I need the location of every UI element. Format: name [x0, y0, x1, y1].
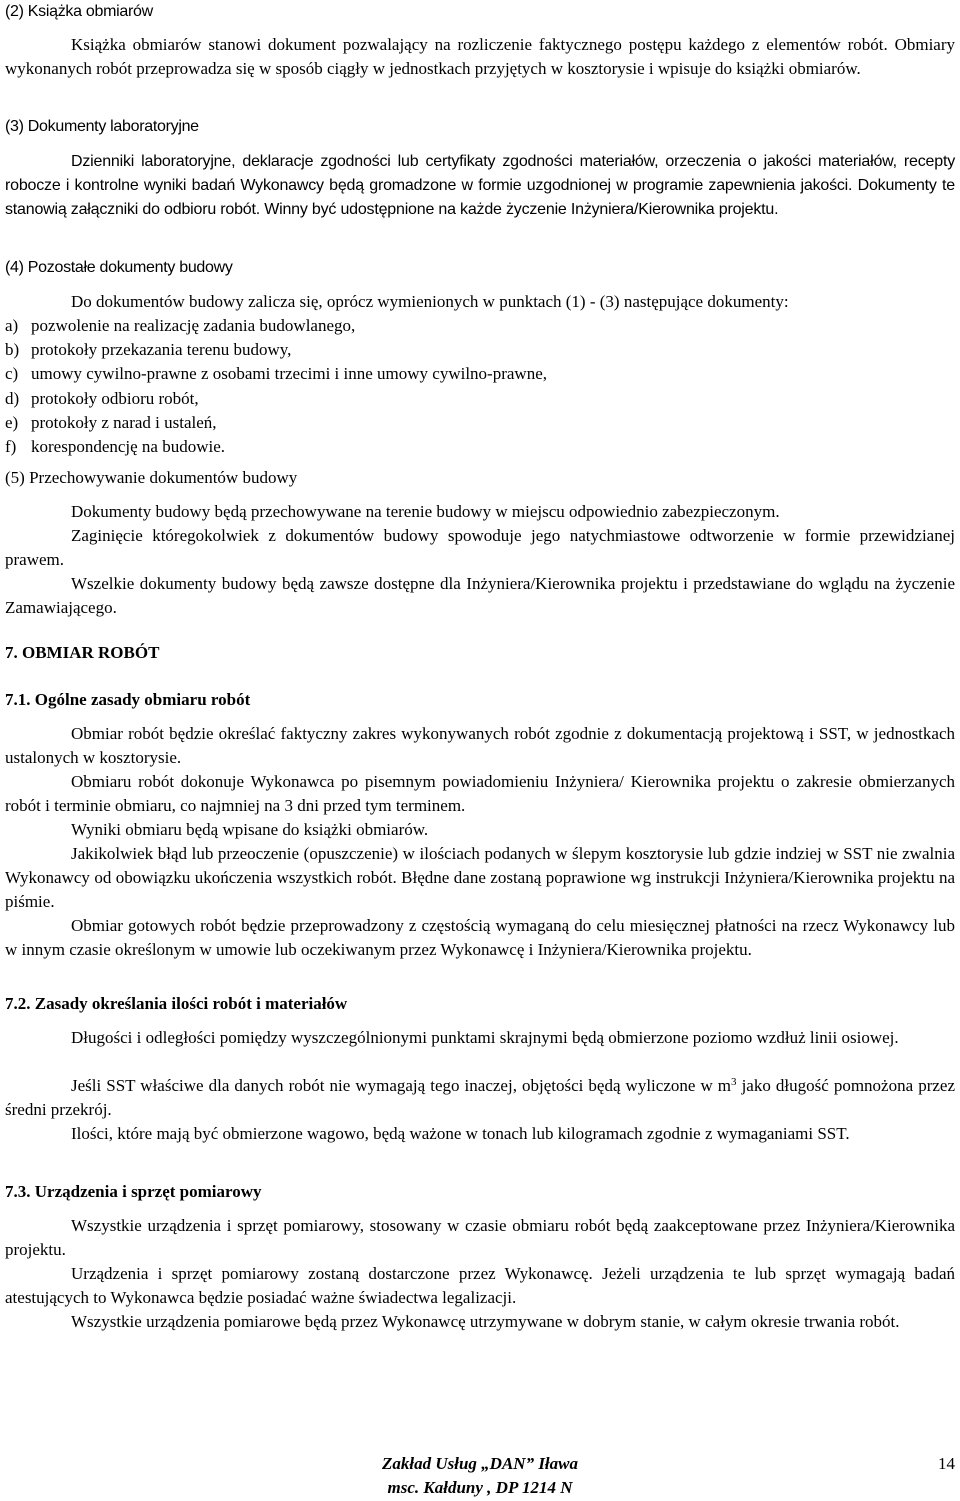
list-item: a) pozwolenie na realizację zadania budowlanego,	[5, 316, 356, 335]
section-heading-2: (2) Książka obmiarów	[5, 3, 153, 20]
section-heading-7-1: 7.1. Ogólne zasady obmiaru robót	[5, 690, 251, 709]
list-item: c) umowy cywilno-prawne z osobami trzecimi i inne umowy cywilno-prawne,	[5, 364, 548, 384]
footer-address: msc. Kałduny , DP 1214 N	[387, 1478, 573, 1497]
section-5-paragraph-1: Dokumenty budowy będą przechowywane na terenie budowy w miejscu odpowiednio zabezpieczonym.	[71, 502, 780, 521]
section-5-paragraph-3: Wszelkie dokumenty budowy będą zawsze dostępne dla Inżyniera/Kierownika projektu i przedstawiane do wglądu na życzenie Zamawiającego.	[5, 574, 955, 618]
section-7-1-paragraph-4: Jakikolwiek błąd lub przeoczenie (opuszczenie) w ilościach podanych w ślepym kosztorysie lub gdzie indziej w SST nie zwalnia Wykonawcy od obowiązku ukończenia wszystkich robót. Błędne dane zostaną poprawione wg instrukcji Inżyniera/Kierownika projektu na piśmie.	[5, 844, 955, 912]
section-heading-3: (3) Dokumenty laboratoryjne	[5, 118, 199, 135]
footer-company-name: Zakład Usług „DAN” Iława	[382, 1454, 578, 1473]
section-heading-5: (5) Przechowywanie dokumentów budowy	[5, 468, 298, 487]
list-item: b) protokoły przekazania terenu budowy,	[5, 340, 292, 360]
section-7-1-paragraph-2: Obmiaru robót dokonuje Wykonawca po pisemnym powiadomieniu Inżyniera/ Kierownika projektu o zakresie obmierzanych robót i terminie obmiaru, co najmniej na 3 dni przed tym terminem.	[5, 772, 955, 816]
list-item: d) protokoły odbioru robót,	[5, 388, 199, 408]
section-7-2-paragraph-1: Długości i odległości pomiędzy wyszczególnionymi punktami skrajnymi będą obmierzone poziomo wzdłuż linii osiowej.	[71, 1028, 899, 1047]
documents-list	[5, 314, 955, 459]
section-7-3-paragraph-2: Urządzenia i sprzęt pomiarowy zostaną dostarczone przez Wykonawcę. Jeżeli urządzenia te lub sprzęt wymagają badań atestujących to Wykonawca będzie posiadać ważne świadectwa legalizacji.	[5, 1264, 955, 1308]
section-heading-4: (4) Pozostałe dokumenty budowy	[5, 259, 233, 276]
section-3-paragraph: Dzienniki laboratoryjne, deklaracje zgodności lub certyfikaty zgodności materiałów, orzeczenia o jakości materiałów, recepty robocze i kontrolne wyniki badań Wykonawcy będą gromadzone w formie uzgodnionej w programie zapewnienia jakości. Dokumenty te stanowią załączniki do odbioru robót. Winny być udostępnione na każde życzenie Inżyniera/Kierownika projektu.	[5, 153, 955, 219]
page-number: 14	[938, 1454, 955, 1473]
section-7-1-paragraph-3: Wyniki obmiaru będą wpisane do książki obmiarów.	[71, 820, 429, 839]
section-4-intro: Do dokumentów budowy zalicza się, oprócz wymienionych w punktach (1) - (3) następujące dokumenty:	[71, 292, 789, 311]
section-7-1-paragraph-1: Obmiar robót będzie określać faktyczny zakres wykonywanych robót zgodnie z dokumentacją projektową i SST, w jednostkach ustalonych w kosztorysie.	[5, 724, 955, 768]
section-7-1-paragraph-5: Obmiar gotowych robót będzie przeprowadzony z częstością wymaganą do celu miesięcznej płatności na rzecz Wykonawcy lub w innym czasie określonym w umowie lub oczekiwanym przez Wykonawcę i Inżyniera/Kierownika projektu.	[5, 916, 955, 960]
section-7-2-paragraph-3: Ilości, które mają być obmierzone wagowo, będą ważone w tonach lub kilogramach zgodnie z wymaganiami SST.	[71, 1124, 850, 1143]
section-heading-7-3: 7.3. Urządzenia i sprzęt pomiarowy	[5, 1182, 262, 1201]
section-2-paragraph: Książka obmiarów stanowi dokument pozwalający na rozliczenie faktycznego postępu każdego z elementów robót. Obmiary wykonanych robót przeprowadza się w sposób ciągły w jednostkach przyjętych w kosztorysie i wpisuje do książki obmiarów.	[5, 35, 955, 79]
list-item: e) protokoły z narad i ustaleń,	[5, 412, 217, 432]
chapter-heading-7: 7. OBMIAR ROBÓT	[5, 643, 160, 662]
section-7-3-paragraph-1: Wszystkie urządzenia i sprzęt pomiarowy, stosowany w czasie obmiaru robót będą zaakceptowane przez Inżyniera/Kierownika projektu.	[5, 1216, 955, 1260]
section-5-paragraph-2: Zaginięcie któregokolwiek z dokumentów budowy spowoduje jego natychmiastowe odtworzenie w formie przewidzianej prawem.	[5, 526, 955, 570]
list-item: f) korespondencję na budowie.	[5, 437, 226, 457]
section-7-3-paragraph-3: Wszystkie urządzenia pomiarowe będą przez Wykonawcę utrzymywane w dobrym stanie, w całym okresie trwania robót.	[71, 1312, 900, 1331]
section-heading-7-2: 7.2. Zasady określania ilości robót i materiałów	[5, 994, 348, 1013]
section-7-2-paragraph-2: Jeśli SST właściwe dla danych robót nie wymagają tego inaczej, objętości będą wyliczone w $m^3$ jako długość pomnożona przez średni przekrój.	[5, 1076, 956, 1120]
page-footer	[0, 1446, 960, 1501]
